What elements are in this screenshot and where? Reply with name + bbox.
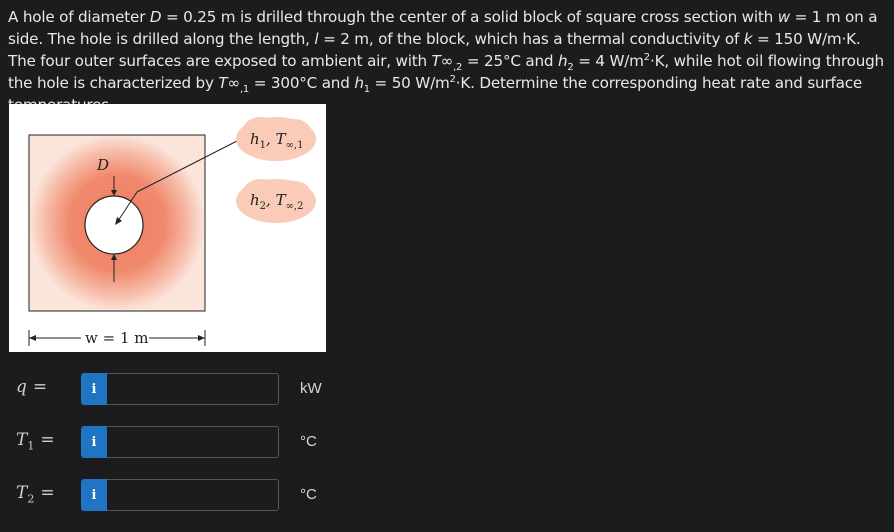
q-unit: kW xyxy=(300,380,322,397)
t1-input[interactable] xyxy=(107,426,279,458)
drilled-hole xyxy=(85,196,143,254)
t2-unit: °C xyxy=(300,486,317,503)
info-icon[interactable]: i xyxy=(81,426,107,458)
t2-label: $T_2$ = xyxy=(16,483,55,506)
width-label: w = 1 m xyxy=(85,329,149,347)
info-icon[interactable]: i xyxy=(81,479,107,511)
q-label: q = xyxy=(16,377,48,397)
answer-row-t1 xyxy=(0,426,894,460)
q-input[interactable] xyxy=(107,373,279,405)
answer-row-t2 xyxy=(0,479,894,513)
diameter-label: D xyxy=(97,156,110,174)
info-icon[interactable]: i xyxy=(81,373,107,405)
t1-label: $T_1$ = xyxy=(16,430,55,453)
cloud1-label: $h_1$, $T_{\infty,1}$ xyxy=(250,130,304,151)
t1-unit: °C xyxy=(300,433,317,450)
cloud2-label: $h_2$, $T_{\infty,2}$ xyxy=(250,191,304,212)
answer-row-q xyxy=(0,373,894,407)
problem-statement: A hole of diameter D = 0.25 m is drilled through the center of a solid block of square cross section with w = 1 m on a side. The hole is drilled along the length, l = 2 m, of the block, which has a thermal conductivity of k = 150 W/m·K. The four outer surfaces are exposed to ambient air, with $T\infty_{,2} = 25^\circ C$ and $h_2 = 4$ $W/m^2\cdot K$, while hot oil flowing through the hole is characterized by $T\infty_{,1} = 300^\circ C$ and $h_1 = 50$ $W/m^2\cdot K$. Determine the corresponding heat rate and surface xyxy=(8,8,884,96)
block-figure xyxy=(9,104,326,352)
t2-input[interactable] xyxy=(107,479,279,511)
